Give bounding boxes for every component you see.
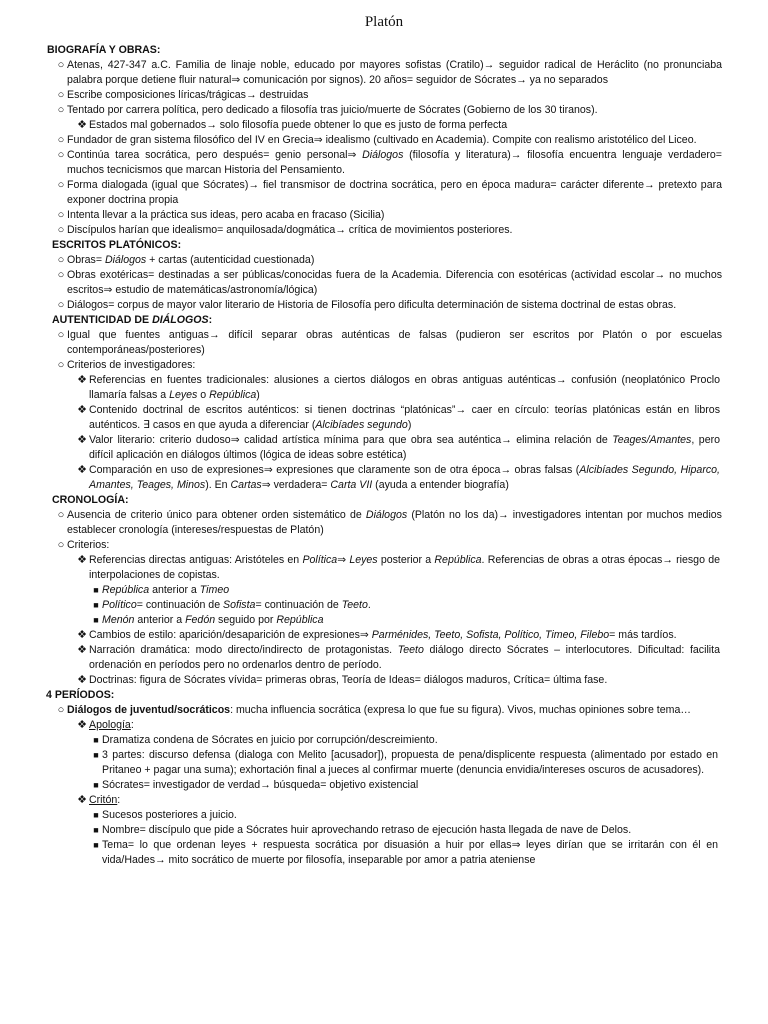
list-item-level-1 xyxy=(54,148,722,178)
list-item-level-1 xyxy=(54,298,722,313)
bullet-icon: ❖ xyxy=(77,374,87,386)
list-item-level-1 xyxy=(54,208,722,223)
list-item-level-3 xyxy=(92,598,718,613)
bullet-icon: ○ xyxy=(57,299,65,311)
list-item-level-3 xyxy=(92,583,718,598)
list-item-text: Continúa tarea socrática, pero después= genio personal⇒ Diálogos (filosofía y literatura)→ filosofía encuentra lenguaje verdadero= muchos tecnicismos que marcan Historia del Pensamiento. xyxy=(67,149,722,176)
list-item-level-2 xyxy=(75,403,720,433)
bullet-icon: ○ xyxy=(57,59,65,71)
double-arrow-right-icon: ⇒ xyxy=(230,434,240,446)
bullet-icon: ❖ xyxy=(77,629,87,641)
list-item-text: Diálogos= corpus de mayor valor literario de Historia de Filosofía pero dificulta determinación de sistema doctrinal de estas obras. xyxy=(67,299,677,311)
arrow-right-icon: → xyxy=(662,554,673,566)
list-item-level-3 xyxy=(92,823,718,838)
section-heading: CRONOLOGÍA: xyxy=(52,494,129,506)
bullet-icon: ❖ xyxy=(77,404,87,416)
bullet-icon: ○ xyxy=(57,149,65,161)
document-body xyxy=(0,43,768,868)
list-item-level-2 xyxy=(75,118,720,133)
bullet-icon: ○ xyxy=(57,254,65,266)
list-item-level-2 xyxy=(75,373,720,403)
arrow-right-icon: → xyxy=(643,179,655,191)
list-item-level-1 xyxy=(54,103,722,118)
bullet-icon: ○ xyxy=(57,104,65,116)
double-arrow-right-icon: ⇒ xyxy=(359,629,369,641)
list-item-level-2 xyxy=(75,643,720,673)
list-item-level-3 xyxy=(92,613,718,628)
arrow-right-icon: → xyxy=(483,59,495,71)
list-item-text: Valor literario: criterio dudoso⇒ calidad artística mínima para que obra sea auténtica→ elimina relación de Teages/Amantes, pero difícil aplicación en diálogos últimos (lógica de ideas sobre estética) xyxy=(89,434,721,461)
bullet-icon: ❖ xyxy=(77,464,87,476)
bullet-icon: ○ xyxy=(57,89,65,101)
double-arrow-right-icon: ⇒ xyxy=(313,134,323,146)
list-item-level-3 xyxy=(92,808,718,823)
list-item-text: Nombre= discípulo que pide a Sócrates huir aprovechando retraso de ejecución hasta llegada de nave de Delos. xyxy=(102,824,632,836)
section-heading: ESCRITOS PLATÓNICOS: xyxy=(52,239,182,251)
list-item-text: Dramatiza condena de Sócrates en juicio por corrupción/descreimiento. xyxy=(102,734,438,746)
bullet-icon: ■ xyxy=(93,810,99,820)
bullet-icon: ❖ xyxy=(77,434,87,446)
list-item-text: Intenta llevar a la práctica sus ideas, pero acaba en fracaso (Sicilia) xyxy=(67,209,385,221)
bullet-icon: ○ xyxy=(57,209,65,221)
bullet-icon: ■ xyxy=(93,735,99,745)
arrow-right-icon: → xyxy=(501,434,512,446)
list-item-text: Apología: xyxy=(89,719,134,731)
double-arrow-right-icon: ⇒ xyxy=(263,464,273,476)
list-item-text: Narración dramática: modo directo/indirecto de protagonistas. Teeto diálogo directo Sócrates – interlocutores. Dificultad: facilita ordenación en períodos pero no ordenarlos dentro de período. xyxy=(89,644,720,671)
arrow-right-icon: → xyxy=(206,119,217,131)
arrow-right-icon: → xyxy=(510,149,522,161)
list-item-text: Sucesos posteriores a juicio. xyxy=(102,809,237,821)
arrow-right-icon: → xyxy=(455,404,467,416)
list-item-level-2 xyxy=(75,553,720,583)
bullet-icon: ❖ xyxy=(77,119,87,131)
list-item-text: Doctrinas: figura de Sócrates vívida= primeras obras, Teoría de Ideas= diálogos maduros, Crítica= última fase. xyxy=(89,674,608,686)
list-item-level-1 xyxy=(54,133,722,148)
list-item-text: Fundador de gran sistema filosófico del IV en Grecia⇒ idealismo (cultivado en Academia). Compite con realismo aristotélico del Liceo. xyxy=(67,134,697,146)
list-item-level-1 xyxy=(54,268,722,298)
double-arrow-right-icon: ⇒ xyxy=(511,839,521,851)
section-heading: BIOGRAFÍA Y OBRAS: xyxy=(47,44,161,56)
bullet-icon: ○ xyxy=(57,704,65,716)
list-item-level-1 xyxy=(54,223,722,238)
arrow-right-icon: → xyxy=(260,779,271,791)
arrow-right-icon: → xyxy=(498,509,509,521)
list-item-text: Criterios de investigadores: xyxy=(67,359,196,371)
double-arrow-right-icon: ⇒ xyxy=(261,479,271,491)
list-item-text: Menón anterior a Fedón seguido por República xyxy=(102,614,324,626)
bullet-icon: ■ xyxy=(93,750,99,760)
bullet-icon: ■ xyxy=(93,585,99,595)
list-item-text: Cambios de estilo: aparición/desaparición de expresiones⇒ Parménides, Teeto, Sofista, Político, Timeo, Filebo= más tardíos. xyxy=(89,629,677,641)
list-item-level-1 xyxy=(54,703,722,718)
list-item-text: 3 partes: discurso defensa (dialoga con Melito [acusador]), propuesta de pena/displicente respuesta (alimentado por estado en Pritaneo + pagar una suma); exhortación final a jueces al confirmar muerte (denuncia envidia/intereses oscuros de acusadores). xyxy=(102,749,718,776)
list-item-text: Obras exotéricas= destinadas a ser públicas/conocidas fuera de la Academia. Diferencia con esotéricas (actividad escolar→ no muchos escritos⇒ estudio de matemáticas/astronomía/lógica) xyxy=(67,269,723,296)
list-item-level-1 xyxy=(54,538,722,553)
list-item-level-1 xyxy=(54,253,722,268)
arrow-right-icon: → xyxy=(155,854,166,866)
list-item-text: Ausencia de criterio único para obtener orden sistemático de Diálogos (Platón no los da)→ investigadores intentan por muchos medios establecer cronología (intereses/respuestas de Platón) xyxy=(67,509,722,536)
list-item-level-3 xyxy=(92,838,718,868)
list-item-text: Escribe composiciones líricas/trágicas→ destruidas xyxy=(67,89,309,101)
list-item-level-2 xyxy=(75,433,720,463)
list-item-level-2 xyxy=(75,793,720,808)
list-item-text: Contenido doctrinal de escritos auténticos: si tienen doctrinas “platónicas”→ caer en círculo: teorías platónicas están en libros auténticos. ∃ casos en que ayuda a diferenciar (Alcibíades segundo) xyxy=(89,404,720,431)
list-item-text: Tema= lo que ordenan leyes + respuesta socrática por disuasión a huir por ellas⇒ leyes dirían que se irritarán con él en vida/Hades→ mito socrático de muerte por filosofía, inseparable por amor a patria ateniense xyxy=(102,839,718,866)
arrow-right-icon: → xyxy=(555,374,567,386)
list-item-text: Sócrates= investigador de verdad→ búsqueda= objetivo existencial xyxy=(102,779,419,791)
list-item-text: Discípulos harían que idealismo= anquilosada/dogmática→ crítica de movimientos posteriores. xyxy=(67,224,513,236)
bullet-icon: ○ xyxy=(57,359,65,371)
list-item-level-1 xyxy=(54,178,722,208)
arrow-right-icon: → xyxy=(516,74,527,86)
bullet-icon: ○ xyxy=(57,509,65,521)
list-item-level-1 xyxy=(54,358,722,373)
arrow-right-icon: → xyxy=(245,89,257,101)
bullet-icon: ○ xyxy=(57,224,65,236)
bullet-icon: ■ xyxy=(93,600,99,610)
bullet-icon: ○ xyxy=(57,539,65,551)
list-item-level-2 xyxy=(75,673,720,688)
list-item-text: Comparación en uso de expresiones⇒ expresiones que claramente son de otra época→ obras falsas (Alcibíades Segundo, Hiparco, Amantes, Teages, Minos). En Cartas⇒ verdadera= Carta VII (ayuda a entender biografía) xyxy=(89,464,720,491)
list-item-level-1 xyxy=(54,88,722,103)
arrow-right-icon: → xyxy=(654,269,666,281)
list-item-text: Referencias directas antiguas: Aristóteles en Política⇒ Leyes posterior a República. Referencias de obras a otras épocas→ riesgo de interpolaciones de copistas. xyxy=(89,554,720,581)
list-item-text: República anterior a Timeo xyxy=(102,584,230,596)
bullet-icon: ❖ xyxy=(77,674,87,686)
double-arrow-right-icon: ⇒ xyxy=(347,149,357,161)
list-item-level-3 xyxy=(92,733,718,748)
list-item-text: Criterios: xyxy=(67,539,110,551)
double-arrow-right-icon: ⇒ xyxy=(103,284,113,296)
arrow-right-icon: → xyxy=(208,329,220,341)
bullet-icon: ❖ xyxy=(77,644,87,656)
list-item-text: Forma dialogada (igual que Sócrates)→ fiel transmisor de doctrina socrática, pero en época madura= carácter diferente→ pretexto para exponer doctrina propia xyxy=(67,179,723,206)
bullet-icon: ❖ xyxy=(77,719,87,731)
bullet-icon: ❖ xyxy=(77,794,87,806)
list-item-level-2 xyxy=(75,718,720,733)
bullet-icon: ❖ xyxy=(77,554,87,566)
section-heading: AUTENTICIDAD DE DIÁLOGOS: xyxy=(52,314,213,326)
section-heading: 4 PERÍODOS: xyxy=(46,689,115,701)
list-item-text: Critón: xyxy=(89,794,121,806)
bullet-icon: ■ xyxy=(93,780,99,790)
list-item-text: Político= continuación de Sofista= continuación de Teeto. xyxy=(102,599,371,611)
bullet-icon: ■ xyxy=(93,615,99,625)
list-item-text: Estados mal gobernados→ solo filosofía puede obtener lo que es justo de forma perfecta xyxy=(89,119,508,131)
arrow-right-icon: → xyxy=(248,179,259,191)
list-item-text: Atenas, 427-347 a.C. Familia de linaje noble, educado por mayores sofistas (Cratilo)→ seguidor radical de Heráclito (no pronunciaba palabra porque detiene fluir natural⇒ comunicación por signos). 20 años= seguidor de Sócrates→ ya no separados xyxy=(67,59,722,86)
list-item-level-3 xyxy=(92,748,718,778)
list-item-text: Obras= Diálogos + cartas (autenticidad cuestionada) xyxy=(67,254,315,266)
double-arrow-right-icon: ⇒ xyxy=(231,74,241,86)
bullet-icon: ○ xyxy=(57,179,65,191)
bullet-icon: ○ xyxy=(57,134,65,146)
list-item-text: Tentado por carrera política, pero dedicado a filosofía tras juicio/muerte de Sócrates (Gobierno de los 30 tiranos). xyxy=(67,104,598,116)
bullet-icon: ■ xyxy=(93,825,99,835)
bullet-icon: ■ xyxy=(93,840,99,850)
list-item-level-1 xyxy=(54,508,722,538)
bullet-icon: ○ xyxy=(57,329,65,341)
list-item-level-2 xyxy=(75,463,720,493)
list-item-level-2 xyxy=(75,628,720,643)
double-arrow-right-icon: ⇒ xyxy=(337,554,347,566)
list-item-text: Diálogos de juventud/socráticos: mucha influencia socrática (expresa lo que fue su figura). Vivos, muchas opiniones sobre tema… xyxy=(67,704,691,716)
bullet-icon: ○ xyxy=(57,269,65,281)
page-title: Platón xyxy=(364,14,404,30)
arrow-right-icon: → xyxy=(500,464,512,476)
list-item-text: Referencias en fuentes tradicionales: alusiones a ciertos diálogos en obras antiguas auténticas→ confusión (neoplatónico Proclo llamaría falsas a Leyes o República) xyxy=(89,374,720,401)
list-item-level-3 xyxy=(92,778,718,793)
arrow-right-icon: → xyxy=(335,224,346,236)
list-item-level-1 xyxy=(54,58,722,88)
list-item-text: Igual que fuentes antiguas→ difícil separar obras auténticas de falsas (pudieron ser escritos por Platón o por escuelas contemporáneas/posteriores) xyxy=(67,329,722,356)
list-item-level-1 xyxy=(54,328,722,358)
